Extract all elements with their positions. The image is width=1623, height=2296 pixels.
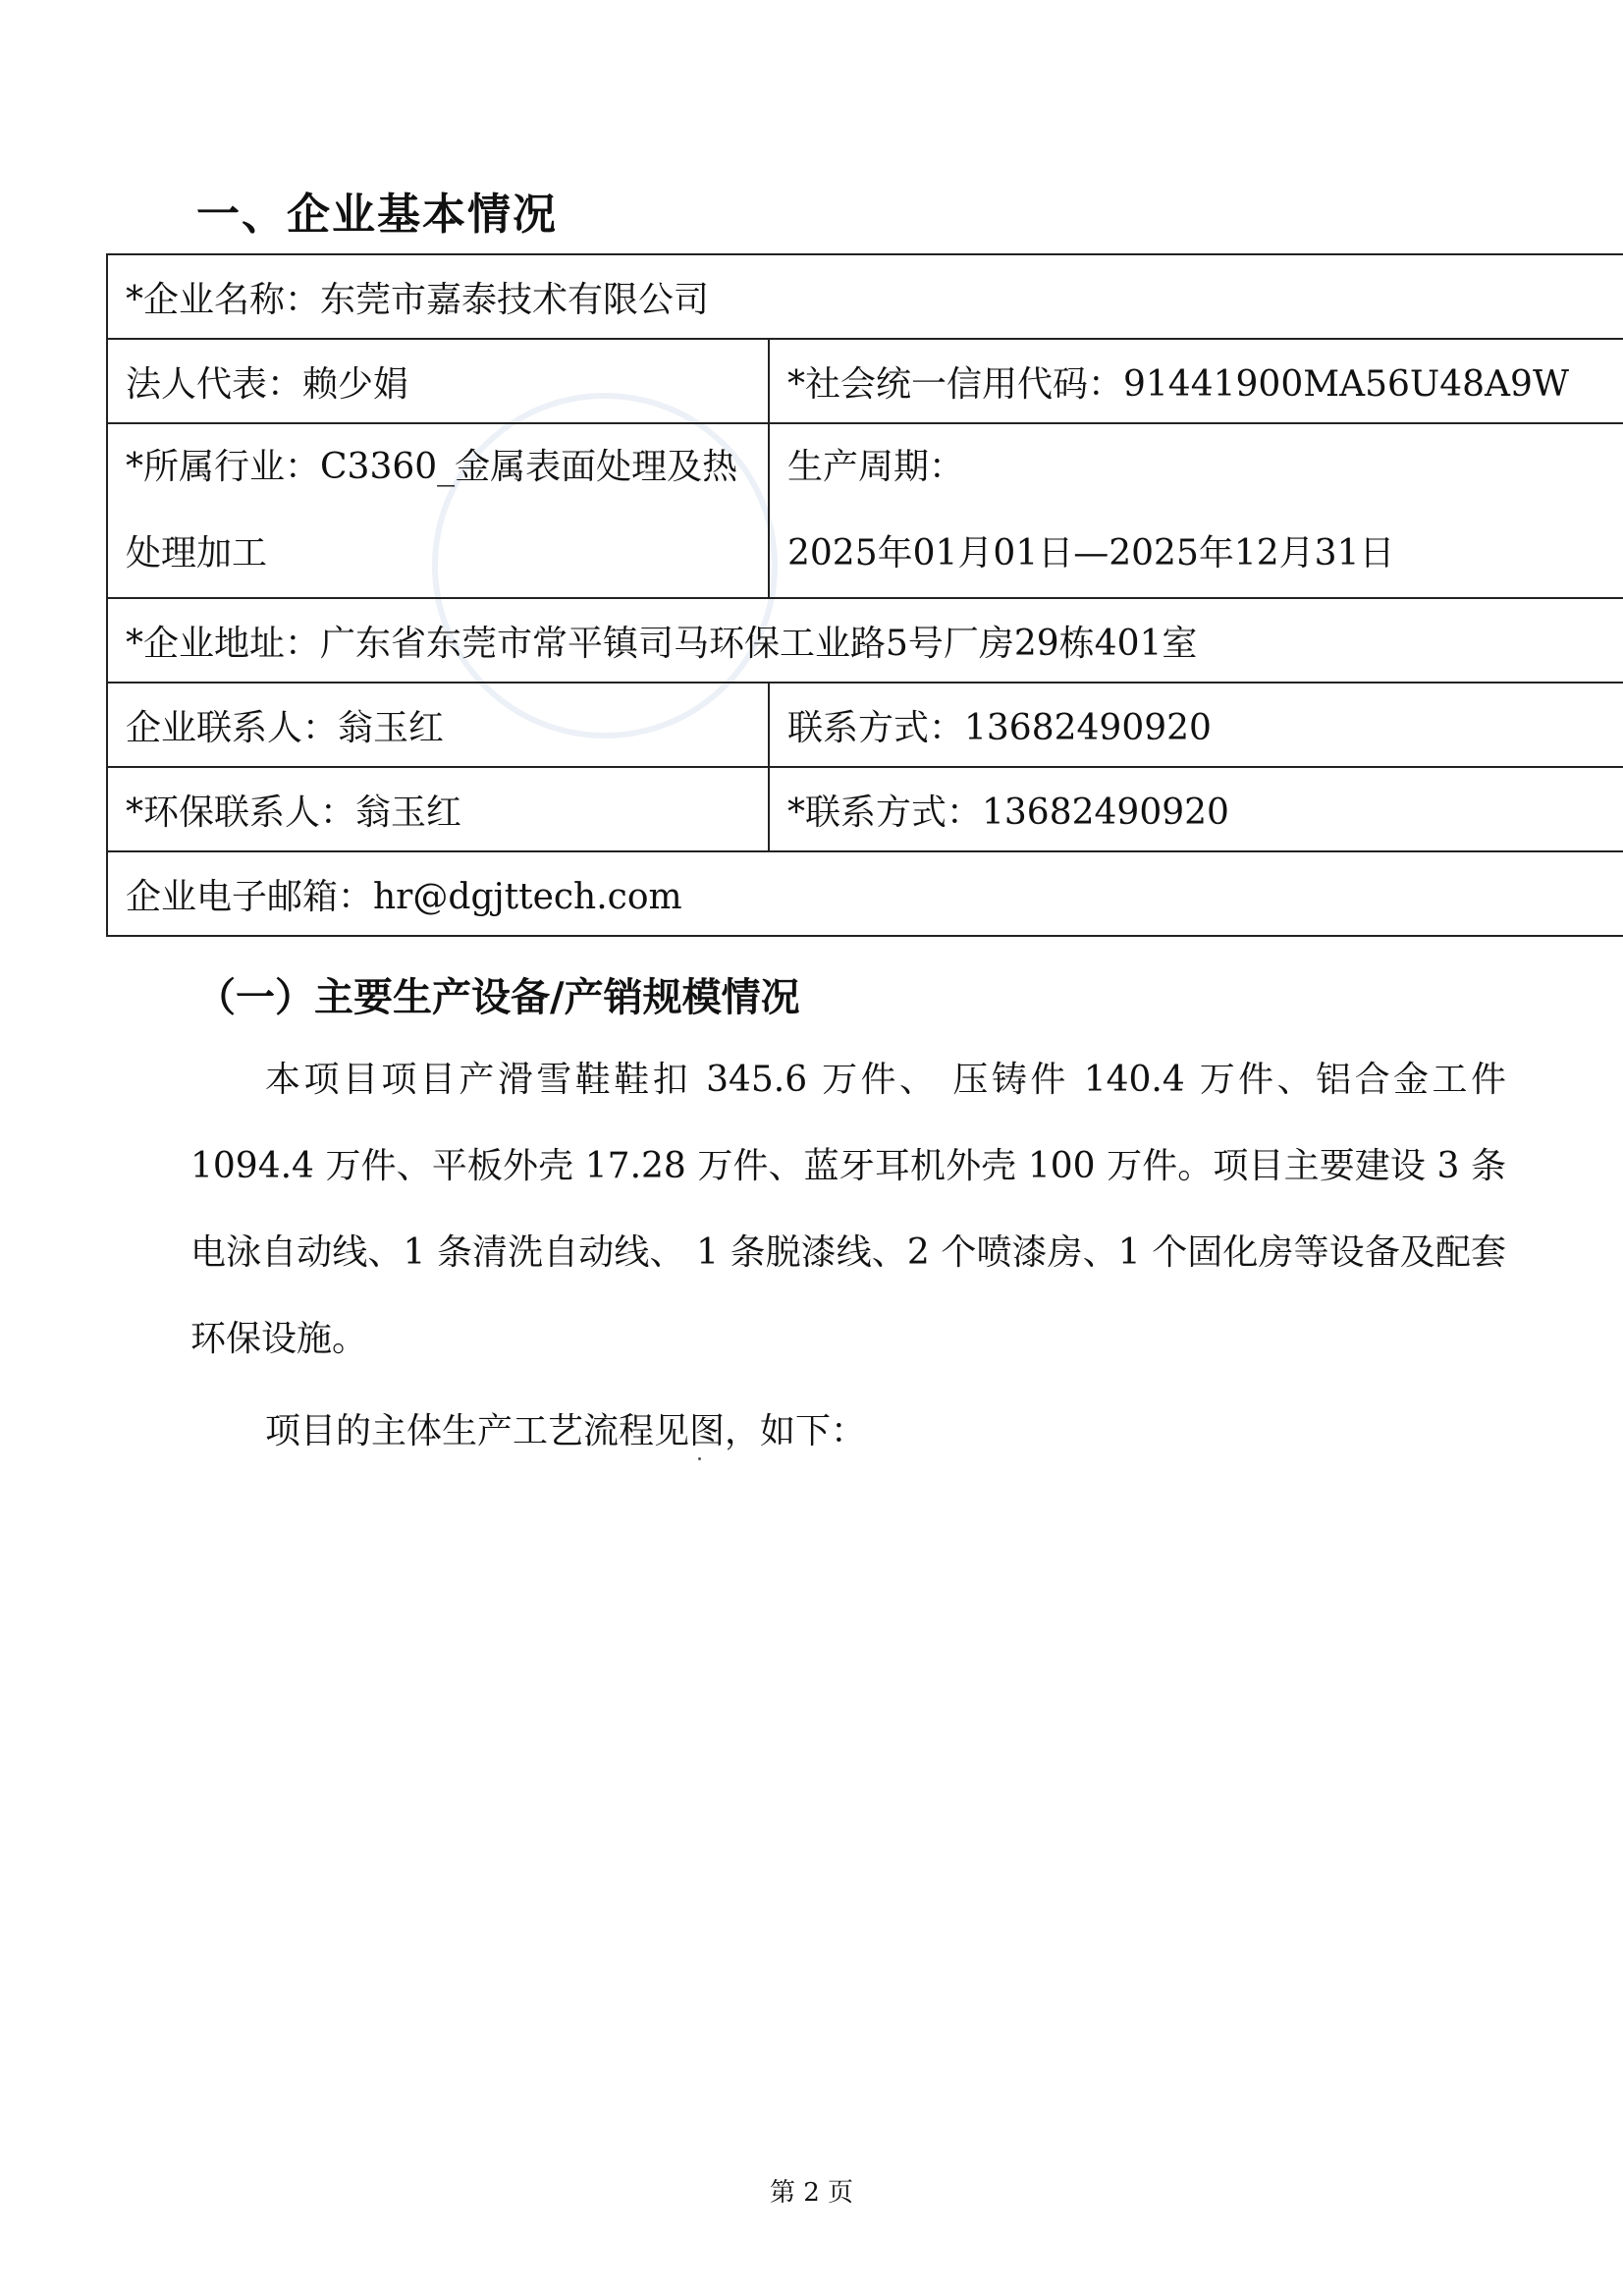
address-cell: *企业地址：广东省东莞市常平镇司马环保工业路5号厂房29栋401室 [107,598,1623,683]
enterprise-info-table [106,253,1623,937]
page-number: 第 2 页 [769,2178,854,2208]
production-scale-paragraph: 本项目项目产滑雪鞋鞋扣 345.6 万件、 压铸件 140.4 万件、铝合金工件 1094.4 万件、平板外壳 17.28 万件、蓝牙耳机外壳 100 万件。项目主要建设 3 条电泳自动线、1 条清洗自动线、 1 条脱漆线、2 个喷漆房、1 个固化房等设备及配套环保设施。 [190,1060,1506,1359]
env-contact-phone-cell: *联系方式：13682490920 [769,767,1623,851]
email-cell: 企业电子邮箱：hr@dgjttech.com [107,851,1623,936]
contact-phone-cell: 联系方式：13682490920 [769,683,1623,767]
company-name-cell: *企业名称：东莞市嘉泰技术有限公司 [107,254,1623,339]
table-row [107,598,1623,683]
industry-text: *所属行业：C3360_金属表面处理及热处理加工 [126,447,738,574]
production-period-value: 2025年01月01日—2025年12月31日 [787,533,1395,574]
credit-code-cell: *社会统一信用代码：91441900MA56U48A9W [769,339,1623,423]
production-period-label: 生产周期： [787,447,965,487]
production-period-cell [769,423,1623,598]
section-heading: 一、企业基本情况 [196,190,558,240]
env-contact-person-cell: *环保联系人：翁玉红 [107,767,769,851]
table-row [107,683,1623,767]
table-row [107,339,1623,423]
table-row [107,851,1623,936]
scan-speck [698,1457,701,1460]
table-row [107,767,1623,851]
subsection-heading: （一）主要生产设备/产销规模情况 [196,974,800,1020]
legal-rep-cell: 法人代表：赖少娟 [107,339,769,423]
table-row [107,254,1623,339]
process-flow-intro: 项目的主体生产工艺流程见图，如下： [265,1411,867,1451]
industry-cell [107,423,769,598]
table-row [107,423,1623,598]
contact-person-cell: 企业联系人：翁玉红 [107,683,769,767]
